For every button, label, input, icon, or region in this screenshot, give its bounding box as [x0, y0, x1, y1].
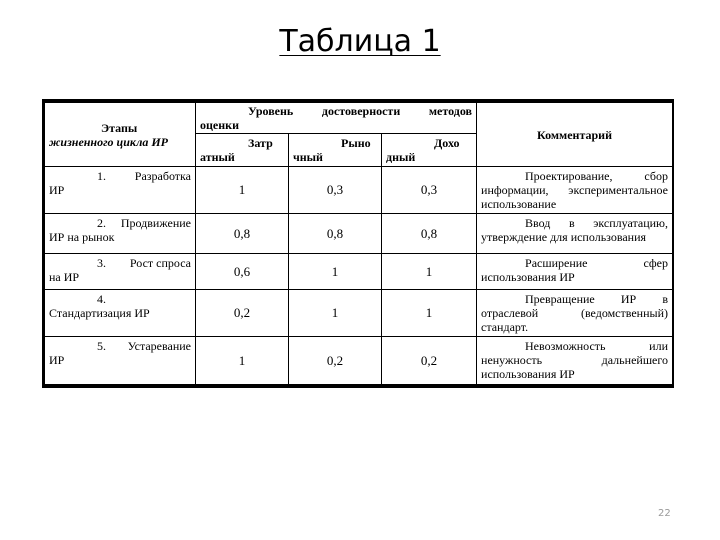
market-value: 0,2 [289, 337, 382, 385]
header-level-cell [196, 103, 477, 134]
header-row [45, 103, 673, 134]
market-value: 0,8 [289, 214, 382, 254]
comment-first: Ввод в эксплуатацию, [525, 216, 669, 230]
comment-cell [477, 254, 673, 290]
table-row [45, 214, 673, 254]
stage-cell [45, 290, 196, 337]
income-value: 1 [382, 254, 477, 290]
stage-word: Устаревание [127, 339, 191, 353]
subheader-cost-cell [196, 134, 289, 167]
comment-cell [477, 167, 673, 214]
stage-second: ИР [49, 353, 65, 367]
comment-cell [477, 214, 673, 254]
stage-second: ИР на рынок [49, 230, 115, 244]
header-level-word-1: Уровень [248, 104, 294, 118]
comment-rest: утверждение для использования [481, 230, 647, 244]
stage-cell [45, 337, 196, 385]
cost-value: 0,8 [196, 214, 289, 254]
cost-value: 0,2 [196, 290, 289, 337]
subheader-income-cell [382, 134, 477, 167]
market-value: 1 [289, 254, 382, 290]
lifecycle-table-grid [44, 102, 673, 385]
table-row [45, 167, 673, 214]
comment-rest: ненужность дальнейшего использования ИР [481, 353, 669, 381]
subheader-income-bottom: дный [386, 150, 416, 164]
comment-first: Проектирование, сбор [525, 169, 669, 183]
table-row [45, 254, 673, 290]
slide-title-text: Таблица 1 [279, 24, 441, 59]
header-stage-cell [45, 103, 196, 167]
stage-num: 5. [97, 339, 106, 353]
income-value: 0,8 [382, 214, 477, 254]
comment-rest: информации, экспериментальное использование [481, 183, 669, 211]
table-row [45, 290, 673, 337]
subheader-cost-bottom: атный [200, 150, 235, 164]
stage-num: 3. [97, 256, 106, 270]
subheader-market-cell [289, 134, 382, 167]
market-value: 1 [289, 290, 382, 337]
stage-word: Рост спроса [129, 256, 191, 270]
header-stage-line1: Этапы [101, 120, 138, 135]
subheader-cost-top: Затр [248, 136, 273, 150]
income-value: 0,3 [382, 167, 477, 214]
stage-second: ИР [49, 183, 65, 197]
table-row [45, 337, 673, 385]
header-level-word-3: методов [428, 104, 473, 118]
comment-cell [477, 337, 673, 385]
cost-value: 1 [196, 337, 289, 385]
stage-num: 4. [97, 292, 106, 306]
comment-first: Расширение сфер [525, 256, 669, 270]
stage-num: 1. [97, 169, 106, 183]
subheader-market-bottom: чный [293, 150, 323, 164]
slide-title [0, 22, 720, 62]
comment-first: Превращение ИР в [525, 292, 669, 306]
page-number: 22 [658, 508, 671, 519]
header-comment-cell: Комментарий [477, 103, 673, 167]
stage-second: на ИР [49, 270, 80, 284]
stage-word: Разработка [134, 169, 191, 183]
income-value: 1 [382, 290, 477, 337]
comment-cell [477, 290, 673, 337]
subheader-market-top: Рыно [341, 136, 371, 150]
stage-cell [45, 254, 196, 290]
stage-cell [45, 167, 196, 214]
comment-first: Невозможность или [525, 339, 669, 353]
comment-rest: отраслевой (ведомственный) стандарт. [481, 306, 669, 334]
stage-cell [45, 214, 196, 254]
subheader-income-top: Дохо [434, 136, 460, 150]
stage-second: Стандартизация ИР [49, 306, 150, 320]
lifecycle-table [42, 99, 674, 388]
comment-rest: использования ИР [481, 270, 575, 284]
header-stage-line2: жизненного цикла ИР [49, 134, 169, 149]
header-level-word-4: оценки [200, 118, 239, 132]
cost-value: 0,6 [196, 254, 289, 290]
stage-word: Продвижение [120, 216, 191, 230]
stage-num: 2. [97, 216, 106, 230]
market-value: 0,3 [289, 167, 382, 214]
header-level-word-2: достоверности [321, 104, 401, 118]
cost-value: 1 [196, 167, 289, 214]
income-value: 0,2 [382, 337, 477, 385]
